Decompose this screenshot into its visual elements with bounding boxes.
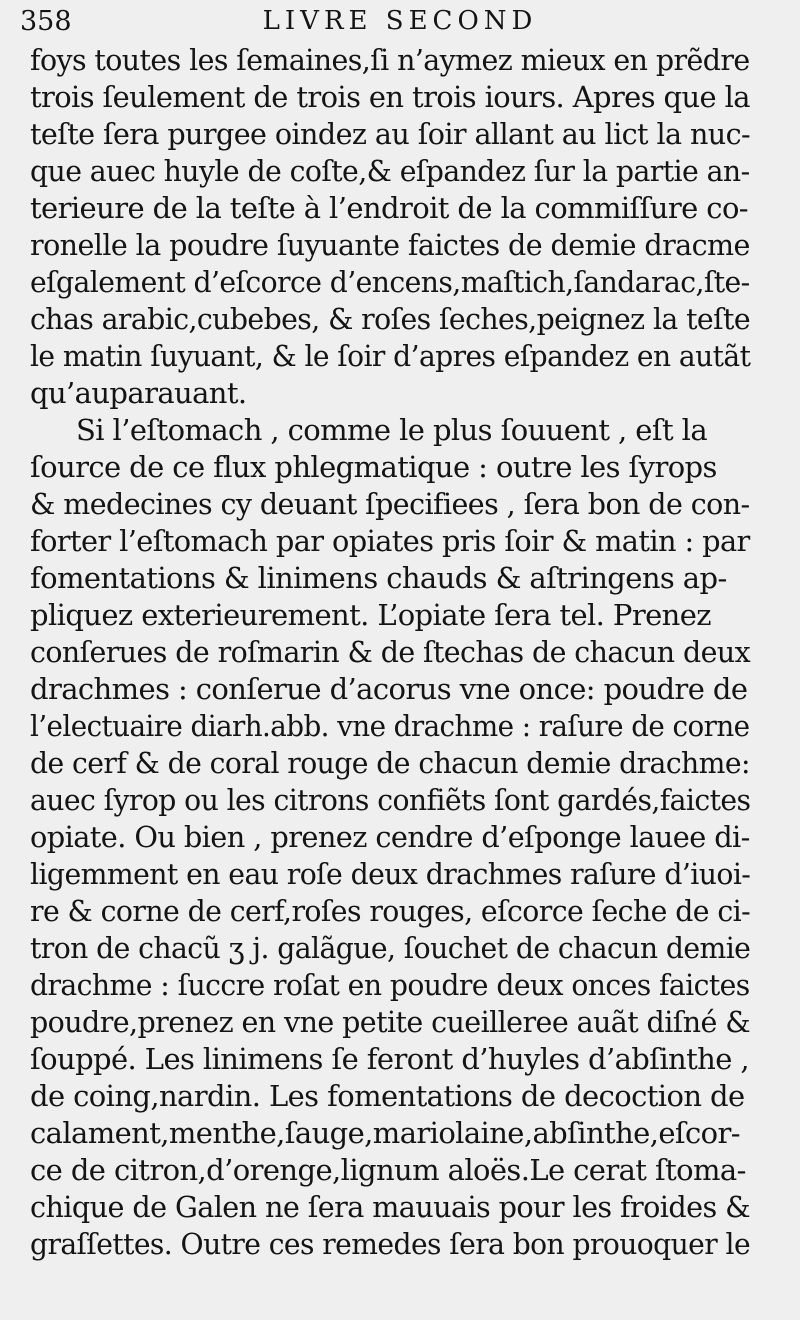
text-line: foys toutes les ſemaines,ſi n’aymez mieux en prẽdre xyxy=(30,43,750,77)
text-line: teſte ſera purgee oindez au ſoir allant au lict la nuc- xyxy=(30,117,751,151)
text-line: chique de Galen ne ſera mauuais pour les froides & xyxy=(30,1190,751,1224)
text-line: forter l’eſtomach par opiates pris ſoir & matin : par xyxy=(30,524,750,558)
text-line: calament,menthe,ſauge,mariolaine,abſinthe,eſcor- xyxy=(30,1116,740,1150)
text-line: l’electuaire diarh.abb. vne drachme : raſure de corne xyxy=(30,709,750,743)
text-line: terieure de la teſte à l’endroit de la commiſſure co- xyxy=(30,191,749,225)
text-line: Si l’eſtomach , comme le plus ſouuent , eſt la xyxy=(76,413,708,447)
text-line: eſgalement d’eſcorce d’encens,maſtich,ſandarac,ſte- xyxy=(30,265,750,299)
text-line: & medecines cy deuant ſpecifiees , ſera bon de con- xyxy=(30,487,750,521)
text-line: de cerf & de coral rouge de chacun demie drachme: xyxy=(30,746,750,780)
text-line: que auec huyle de coſte,& eſpandez ſur la partie an- xyxy=(30,154,750,188)
text-line: trois ſeulement de trois en trois iours. Apres que la xyxy=(30,80,750,114)
page-header xyxy=(20,4,780,42)
text-line: drachme : ſuccre roſat en poudre deux onces faictes xyxy=(30,968,750,1002)
text-line: fomentations & linimens chauds & aſtringens ap- xyxy=(30,561,727,595)
text-line: graſſettes. Outre ces remedes ſera bon prouoquer le xyxy=(30,1227,751,1261)
text-line: pliquez exterieurement. L’opiate ſera tel. Prenez xyxy=(30,598,711,632)
text-line: conſerues de roſmarin & de ſtechas de chacun deux xyxy=(30,635,751,669)
text-line: drachmes : conſerue d’acorus vne once: poudre de xyxy=(30,672,748,706)
text-line: tron de chacũ ʒ j. galãgue, ſouchet de chacun demie xyxy=(30,931,751,965)
text-line: poudre,prenez en vne petite cueilleree auãt diſné & xyxy=(30,1005,751,1039)
text-line: chas arabic,cubebes, & roſes ſeches,peignez la teſte xyxy=(30,302,751,336)
text-line: qu’auparauant. xyxy=(30,376,247,410)
text-line: de coing,nardin. Les fomentations de decoction de xyxy=(30,1079,745,1113)
page-number: 358 xyxy=(20,6,72,37)
text-line: le matin ſuyuant, & le ſoir d’apres eſpandez en autãt xyxy=(30,339,751,373)
running-head: LIVRE SECOND xyxy=(262,6,538,36)
text-line: re & corne de cerf,roſes rouges, eſcorce ſeche de ci- xyxy=(30,894,751,928)
text-line: ligemment en eau roſe deux drachmes raſure d’iuoi- xyxy=(30,857,751,891)
text-line: ſource de ce flux phlegmatique : outre les ſyrops xyxy=(30,450,717,484)
text-line: auec ſyrop ou les citrons confiẽts ſont gardés,faictes xyxy=(30,783,751,817)
text-line: ſouppé. Les linimens ſe feront d’huyles d’abſinthe , xyxy=(30,1042,750,1076)
text-line: ce de citron,d’orenge,lignum aloës.Le cerat ſtoma- xyxy=(30,1153,746,1187)
text-line: opiate. Ou bien , prenez cendre d’eſponge lauee di- xyxy=(30,820,750,854)
text-line: ronelle la poudre ſuyuante faictes de demie dracme xyxy=(30,228,750,262)
